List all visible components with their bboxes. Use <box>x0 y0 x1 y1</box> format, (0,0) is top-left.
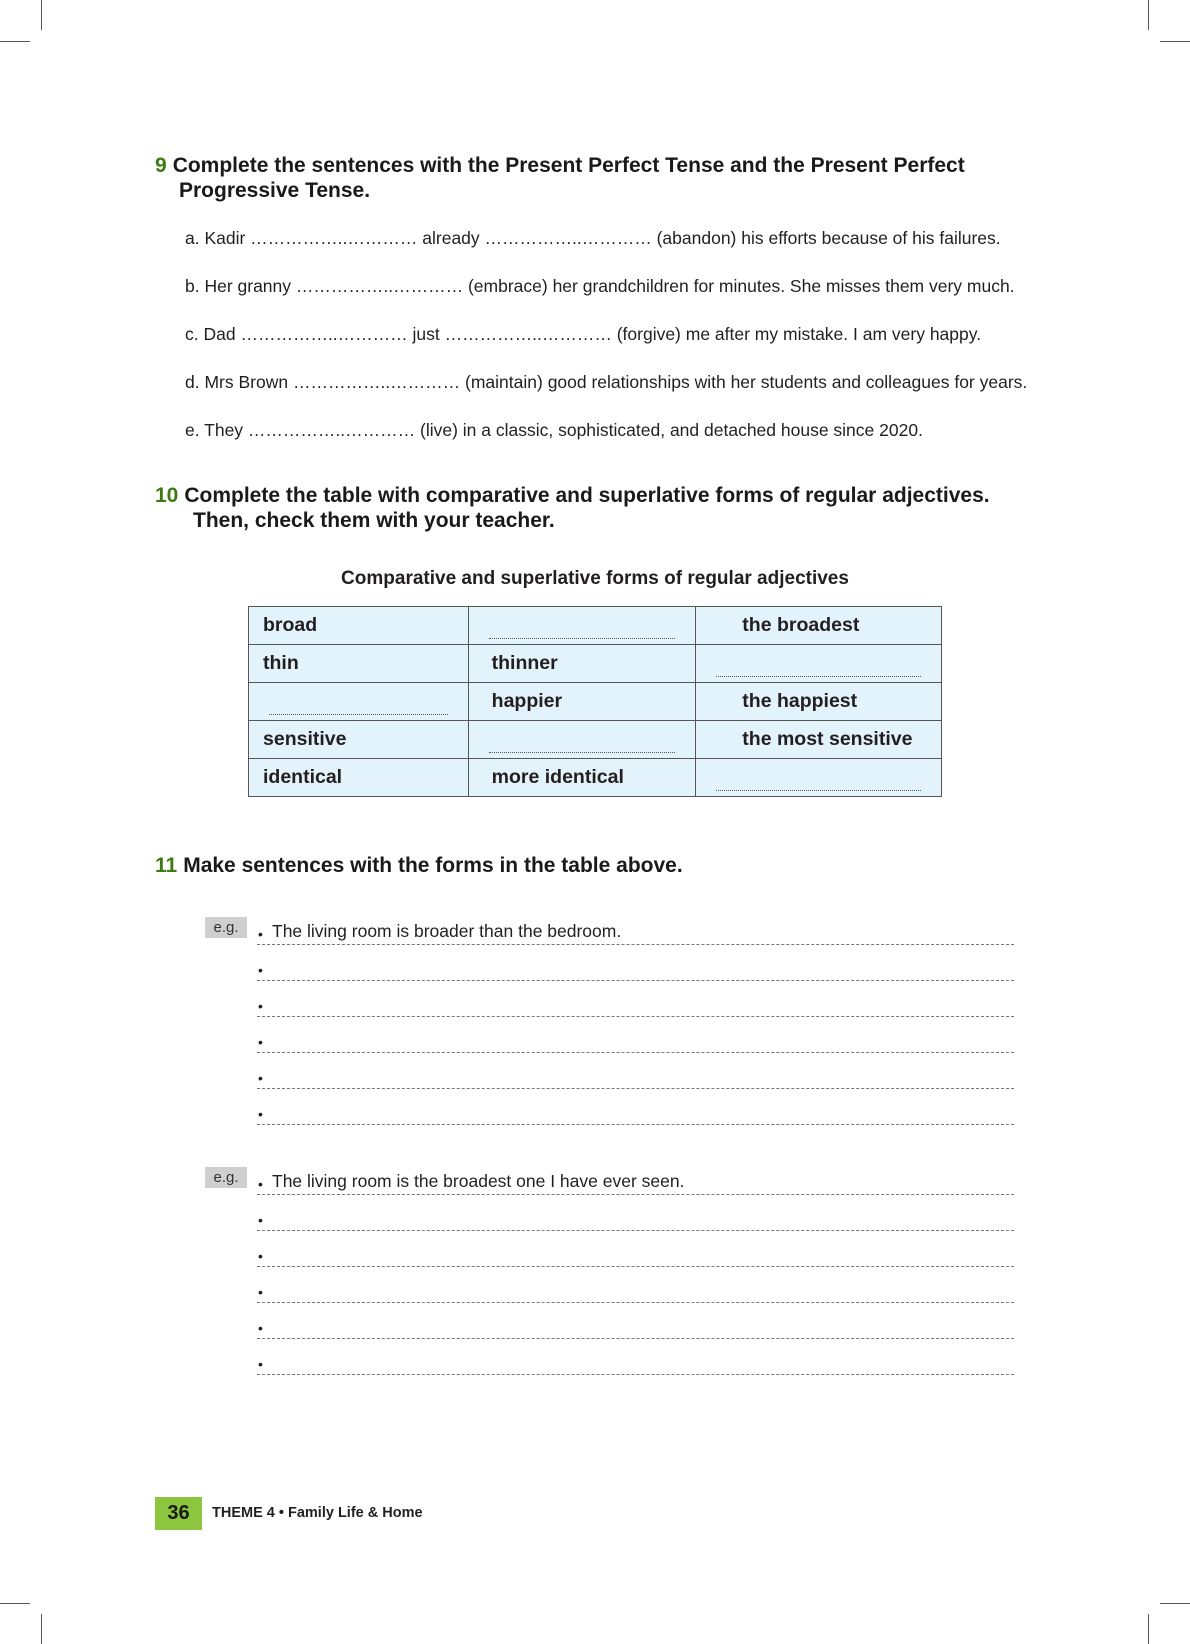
table-cell-blank[interactable] <box>696 759 942 797</box>
exercise-10-title-line2: Then, check them with your teacher. <box>193 509 555 532</box>
exercise-10-number: 10 <box>155 484 179 507</box>
exercise-9-title-line2: Progressive Tense. <box>179 179 371 202</box>
table-cell-blank[interactable] <box>696 645 942 683</box>
table-row <box>249 645 942 683</box>
example-line <box>257 910 1014 945</box>
example-line <box>257 1160 1014 1195</box>
bullet: • <box>258 962 263 978</box>
crop-mark <box>1160 1603 1190 1604</box>
answer-line[interactable] <box>257 1304 1014 1339</box>
crop-mark <box>1148 0 1149 30</box>
bullet: • <box>258 1212 263 1228</box>
table-cell: sensitive <box>249 721 469 759</box>
answer-blank[interactable] <box>489 752 676 753</box>
exercise-9-title <box>155 153 965 203</box>
table-cell: thinner <box>468 645 696 683</box>
exercise-10-title-line1: Complete the table with comparative and superlative forms of regular adjectives. <box>184 484 990 507</box>
table-cell: the happiest <box>696 683 942 721</box>
exercise-9-item-d: d. Mrs Brown ……………..………… (maintain) good relationships with her students and colleagues for years. <box>185 372 1028 392</box>
answer-blank[interactable] <box>716 790 921 791</box>
crop-mark <box>41 1614 42 1644</box>
example-sentence: The living room is the broadest one I have ever seen. <box>272 1171 685 1191</box>
table-row <box>249 607 942 645</box>
exercise-9-item-b: b. Her granny ……………..………… (embrace) her grandchildren for minutes. She misses them very much. <box>185 276 1015 296</box>
crop-mark <box>1160 41 1190 42</box>
answer-blank[interactable] <box>489 638 676 639</box>
crop-mark <box>0 1603 30 1604</box>
table-caption: Comparative and superlative forms of regular adjectives <box>341 568 849 589</box>
bullet: • <box>258 1034 263 1050</box>
answer-line[interactable] <box>257 1268 1014 1303</box>
exercise-9-number: 9 <box>155 154 167 177</box>
bullet: • <box>258 1070 263 1086</box>
answer-line[interactable] <box>257 982 1014 1017</box>
bullet: • <box>258 1284 263 1300</box>
example-sentence: The living room is broader than the bedroom. <box>272 921 622 941</box>
answer-line[interactable] <box>257 1196 1014 1231</box>
exercise-9-item-a: a. Kadir ……………..………… already ……………..………… (abandon) his efforts because of his failures. <box>185 228 1001 248</box>
crop-mark <box>41 0 42 30</box>
bullet: • <box>258 1320 263 1336</box>
answer-line[interactable] <box>257 1018 1014 1053</box>
theme-label: THEME 4 • Family Life & Home <box>212 1505 423 1521</box>
table-cell: the most sensitive <box>696 721 942 759</box>
table-cell-blank[interactable] <box>468 607 696 645</box>
answer-line[interactable] <box>257 1340 1014 1375</box>
exercise-9-title-line1: Complete the sentences with the Present Perfect Tense and the Present Perfect <box>172 154 965 177</box>
eg-label: e.g. <box>205 1167 247 1188</box>
table-row <box>249 759 942 797</box>
crop-mark <box>1148 1614 1149 1644</box>
answer-blank[interactable] <box>269 714 448 715</box>
bullet: • <box>258 926 263 942</box>
bullet: • <box>258 1248 263 1264</box>
table-cell: thin <box>249 645 469 683</box>
exercise-9-item-e: e. They ……………..………… (live) in a classic, sophisticated, and detached house since 2020. <box>185 420 923 440</box>
table-cell: broad <box>249 607 469 645</box>
eg-label: e.g. <box>205 917 247 938</box>
page-number: 36 <box>155 1497 202 1530</box>
exercise-11-number: 11 <box>155 854 178 877</box>
table-cell: identical <box>249 759 469 797</box>
table-cell-blank[interactable] <box>249 683 469 721</box>
adjective-table <box>248 606 942 797</box>
answer-line[interactable] <box>257 946 1014 981</box>
bullet: • <box>258 1356 263 1372</box>
answer-line[interactable] <box>257 1232 1014 1267</box>
exercise-11-title-text: Make sentences with the forms in the table above. <box>183 854 683 877</box>
exercise-10-title <box>155 483 990 533</box>
table-cell: happier <box>468 683 696 721</box>
table-cell-blank[interactable] <box>468 721 696 759</box>
answer-line[interactable] <box>257 1090 1014 1125</box>
bullet: • <box>258 998 263 1014</box>
exercise-11-title <box>155 853 683 878</box>
table-cell: more identical <box>468 759 696 797</box>
answer-line[interactable] <box>257 1054 1014 1089</box>
crop-mark <box>0 41 30 42</box>
exercise-9-item-c: c. Dad ……………..………… just ……………..………… (forgive) me after my mistake. I am very happy. <box>185 324 982 344</box>
bullet: • <box>258 1106 263 1122</box>
table-row <box>249 721 942 759</box>
bullet: • <box>258 1176 263 1192</box>
table-cell: the broadest <box>696 607 942 645</box>
answer-blank[interactable] <box>716 676 921 677</box>
table-row <box>249 683 942 721</box>
